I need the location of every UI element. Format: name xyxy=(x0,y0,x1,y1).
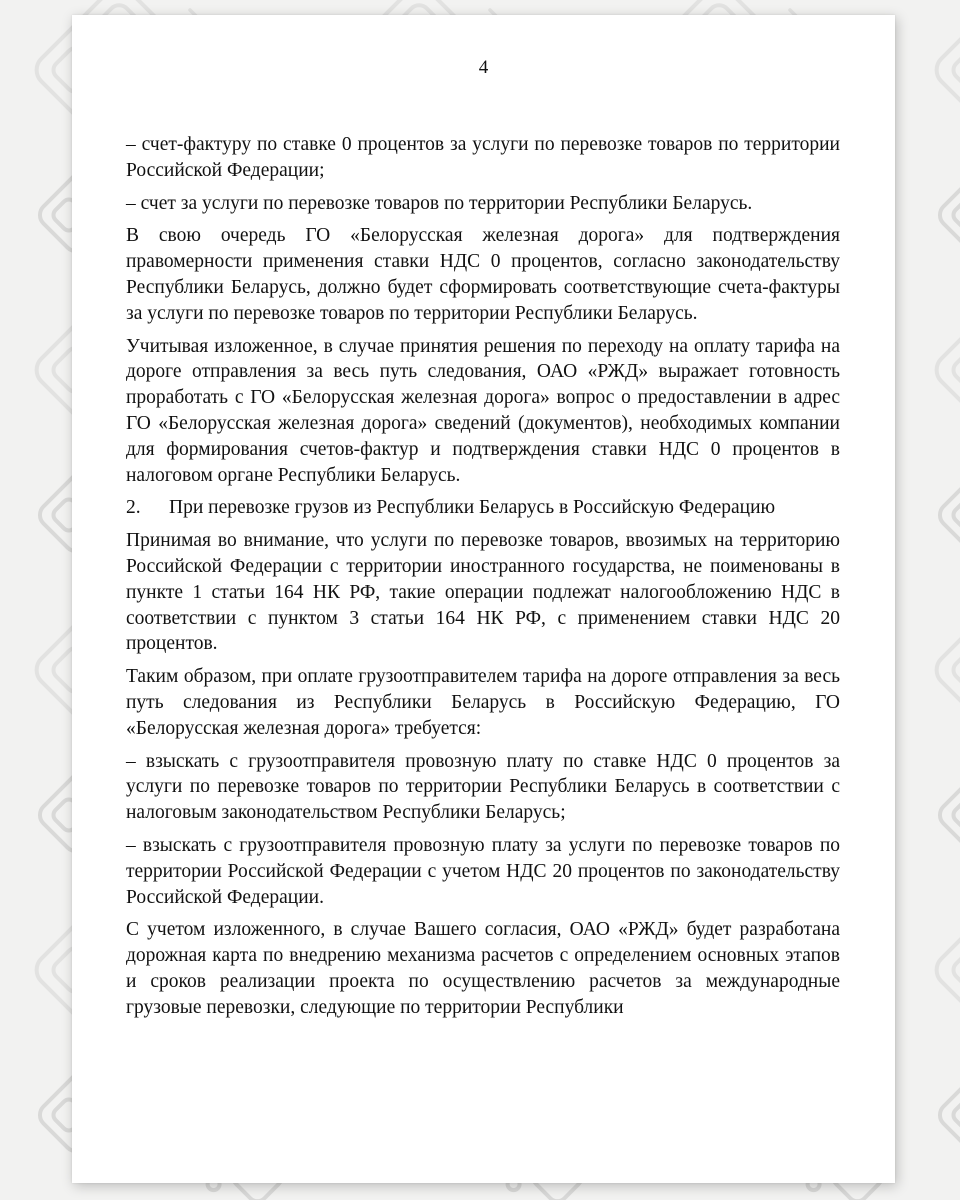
list-item-dash: – счет-фактуру по ставке 0 процентов за услуги по перевозке товаров по территории Российской Федерации; xyxy=(126,134,840,181)
paragraph: Учитывая изложенное, в случае принятия решения по переходу на оплату тарифа на дороге отправления за весь путь следования, ОАО «РЖД» выражает готовность проработать с ГО «Белорусская железная дорога» вопрос о предоставлении в адрес ГО «Белорусская железная дорога» сведений (документов), необходимых компании для формирования счетов-фактур и подтверждения ставки НДС 0 процентов в налоговом органе Республики Беларусь. xyxy=(126,335,840,486)
page-number: 4 xyxy=(478,57,489,78)
list-item-dash: – взыскать с грузоотправителя провозную плату по ставке НДС 0 процентов за услуги по перевозке товаров по территории Республики Беларусь в соответствии с налоговым законодательством Республики Беларусь; xyxy=(126,750,840,824)
list-item-dash: – взыскать с грузоотправителя провозную плату за услуги по перевозке товаров по территории Российской Федерации с учетом НДС 20 процентов по законодательству Российской Федерации. xyxy=(126,834,840,908)
paragraph: С учетом изложенного, в случае Вашего согласия, ОАО «РЖД» будет разработана дорожная карта по внедрению механизма расчетов с определением основных этапов и сроков реализации проекта по осуществлению расчетов за международные грузовые перевозки, следующие по территории Республики xyxy=(126,919,840,1018)
document-page xyxy=(72,15,895,1183)
document-body xyxy=(126,132,840,1028)
list-item-dash: – счет за услуги по перевозке товаров по территории Республики Беларусь. xyxy=(126,192,753,214)
paragraph: Таким образом, при оплате грузоотправителем тарифа на дороге отправления за весь путь следования из Республики Беларусь в Российскую Федерацию, ГО «Белорусская железная дорога» требуется: xyxy=(126,666,840,739)
section-number: 2. xyxy=(126,497,141,519)
paragraph: Принимая во внимание, что услуги по перевозке товаров, ввозимых на территорию Российской Федерации с территории иностранного государства, не поименованы в пункте 1 статьи 164 НК РФ, такие операции подлежат налогообложению НДС в соответствии с пунктом 3 статьи 164 НК РФ, с применением ставки НДС 20 процентов. xyxy=(126,530,840,655)
section-heading xyxy=(126,495,840,521)
paragraph: В свою очередь ГО «Белорусская железная дорога» для подтверждения правомерности применения ставки НДС 0 процентов, согласно законодательству Республики Беларусь, должно будет сформировать соответствующие счета-фактуры за услуги по перевозке товаров по территории Республики Беларусь. xyxy=(126,225,840,324)
section-title: При перевозке грузов из Республики Беларусь в Российскую Федерацию xyxy=(169,497,776,519)
